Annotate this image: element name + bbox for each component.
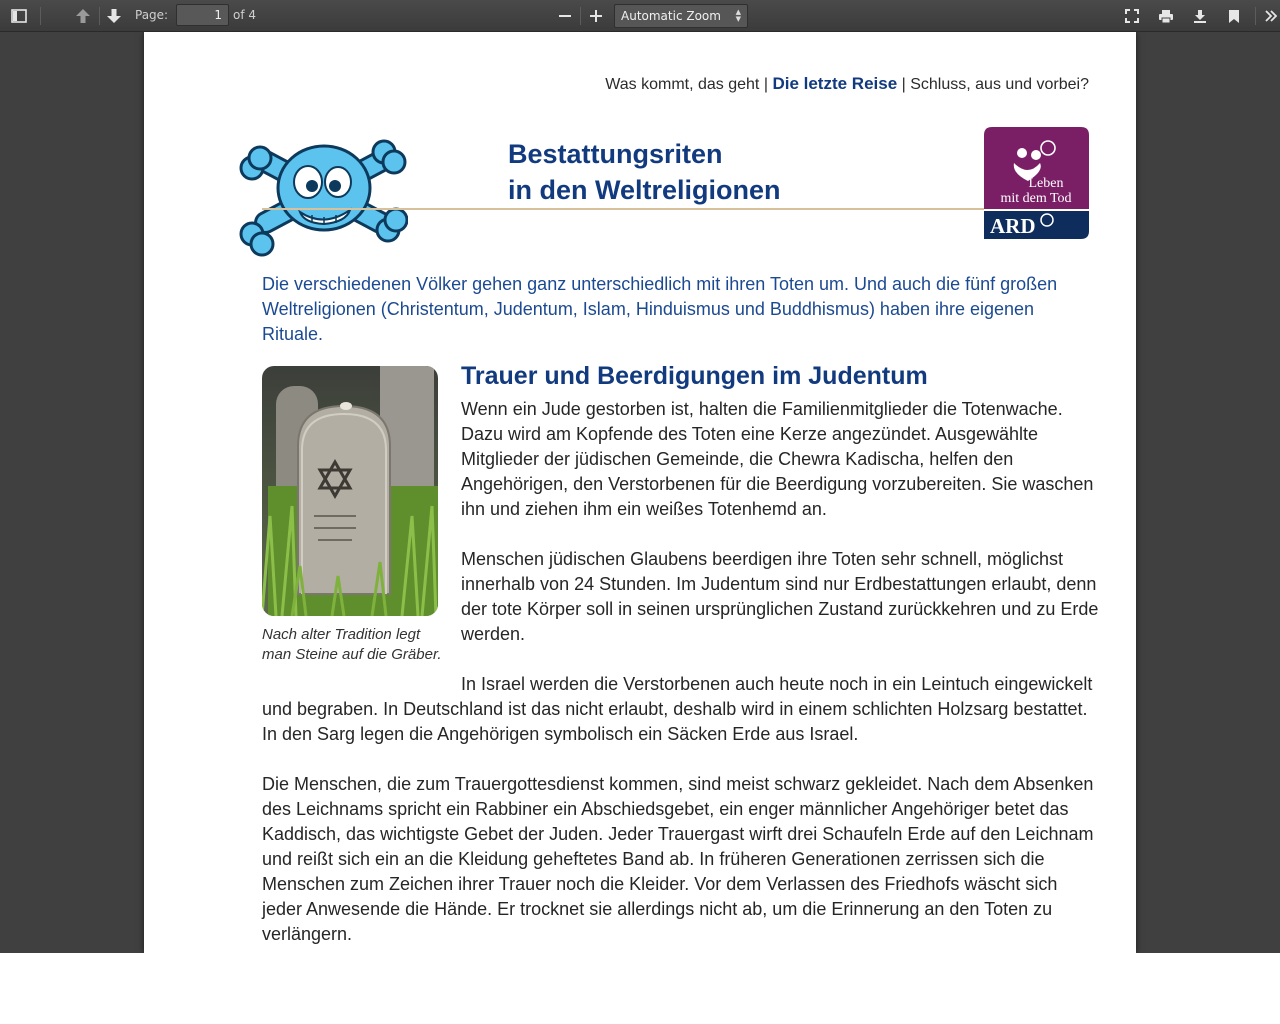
skull-crossbones-illustration [238,130,408,260]
toolbar-separator [99,7,100,25]
section-heading: Trauer und Beerdigungen im Judentum [461,362,928,390]
pdf-page [144,32,1136,953]
logo-text-leben: Leben [1028,176,1064,191]
previous-page-button[interactable] [71,4,95,28]
download-icon [1193,9,1207,24]
pdf-toolbar [0,0,1280,32]
logo-text-ard: ARD [990,214,1036,238]
header-highlight-text: Die letzte Reise [772,74,898,93]
presentation-mode-button[interactable] [1120,4,1144,28]
previous-page-icon [75,8,91,24]
body-paragraph-4: Die Menschen, die zum Trauergottesdienst kommen, sind meist schwarz gekleidet. Nach dem Absenken des Leichnams spricht ein Rabbiner ein Abschiedsgebet, ein enger männlicher Angehöriger betet das Kaddisch, das wichtigste Gebet der Juden. Jeder Trauergast wirft drei Schaufeln Erde auf den Leichnam und reißt sich ein an die Kleidung geheftetes Band ab. In früheren Generationen zerrissen sich die Menschen zum Zeichen ihrer Trauer noch die Kleider. Vor dem Verlassen des Friedhofs wäscht sich jeder Anwesende die Hände. Er trocknet sie allerdings nicht ab, um die Erinnerung an den Toten zu verlängern. [262,774,1094,944]
tools-button[interactable] [1262,4,1280,28]
title-line-1: Bestattungsriten [508,139,723,169]
toolbar-separator [40,7,41,25]
print-button[interactable] [1154,4,1178,28]
zoom-out-icon [559,10,571,22]
title-line-2: in den Weltreligionen [508,175,781,205]
page-count: of 4 [233,8,257,22]
document-viewer[interactable] [0,32,1280,953]
bookmark-button[interactable] [1222,4,1246,28]
running-header [605,74,1089,94]
zoom-out-button[interactable] [553,4,577,28]
select-arrows-icon: ▲ ▼ [735,8,741,23]
next-page-button[interactable] [102,4,126,28]
toolbar-separator [580,7,581,25]
body-paragraph-2: Menschen jüdischen Glaubens beerdigen ihre Toten sehr schnell, möglichst innerhalb von 24 Stunden. Im Judentum sind nur Erdbestattungen erlaubt, denn der tote Körper soll in seinen ursprünglichen Zustand zurückkehren und zu Erde werden. [461,549,1099,644]
next-page-icon [106,8,122,24]
document-title [508,136,781,208]
page-number-input[interactable] [176,4,229,26]
photo-caption: Nach alter Tradition legt man Steine auf die Gräber. [262,626,442,663]
toolbar-separator [1255,7,1256,25]
gravestone-photo [262,366,438,616]
body-paragraph-3: In Israel werden die Verstorbenen auch heute noch in ein Leintuch eingewickelt und begraben. In Deutschland ist das nicht erlaubt, deshalb wird in einem schlichten Holzsarg bestattet. In den Sarg legen die Angehörigen symbolisch ein Säcken Erde aus Israel. [262,674,1093,744]
header-left-text: Was kommt, das geht | [605,76,768,93]
bookmark-icon [1228,9,1240,24]
sidebar-toggle-button[interactable] [7,4,31,28]
zoom-in-icon [590,10,602,22]
tools-icon [1264,9,1278,23]
body-paragraph-1: Wenn ein Jude gestorben ist, halten die Familienmitglieder die Totenwache. Dazu wird am Kopfende des Toten eine Kerze angezündet. Ausgewählte Mitglieder der jüdischen Gemeinde, die Chewra Kadischa, helfen den Angehörigen, den Verstorbenen für die Beerdigung vorzubereiten. Sie waschen ihn und ziehen ihm ein weißes Totenhemd an. [461,399,1094,519]
zoom-select-value: Automatic Zoom [621,9,721,23]
logo-text-mit-dem-tod: mit dem Tod [1000,191,1072,206]
ard-leben-mit-dem-tod-logo [984,127,1089,239]
download-button[interactable] [1188,4,1212,28]
zoom-in-button[interactable] [584,4,608,28]
page-label: Page: [135,8,169,22]
print-icon [1158,9,1174,24]
title-rule [262,208,984,210]
zoom-select[interactable] [614,4,748,28]
presentation-mode-icon [1125,9,1139,23]
header-right-text: | Schluss, aus und vorbei? [901,76,1089,93]
sidebar-toggle-icon [11,9,27,23]
intro-paragraph: Die verschiedenen Völker gehen ganz unterschiedlich mit ihren Toten um. Und auch die fünf großen Weltreligionen (Christentum, Judentum, Islam, Hinduismus und Buddhismus) haben ihre eigenen Rituale. [262,274,1058,344]
